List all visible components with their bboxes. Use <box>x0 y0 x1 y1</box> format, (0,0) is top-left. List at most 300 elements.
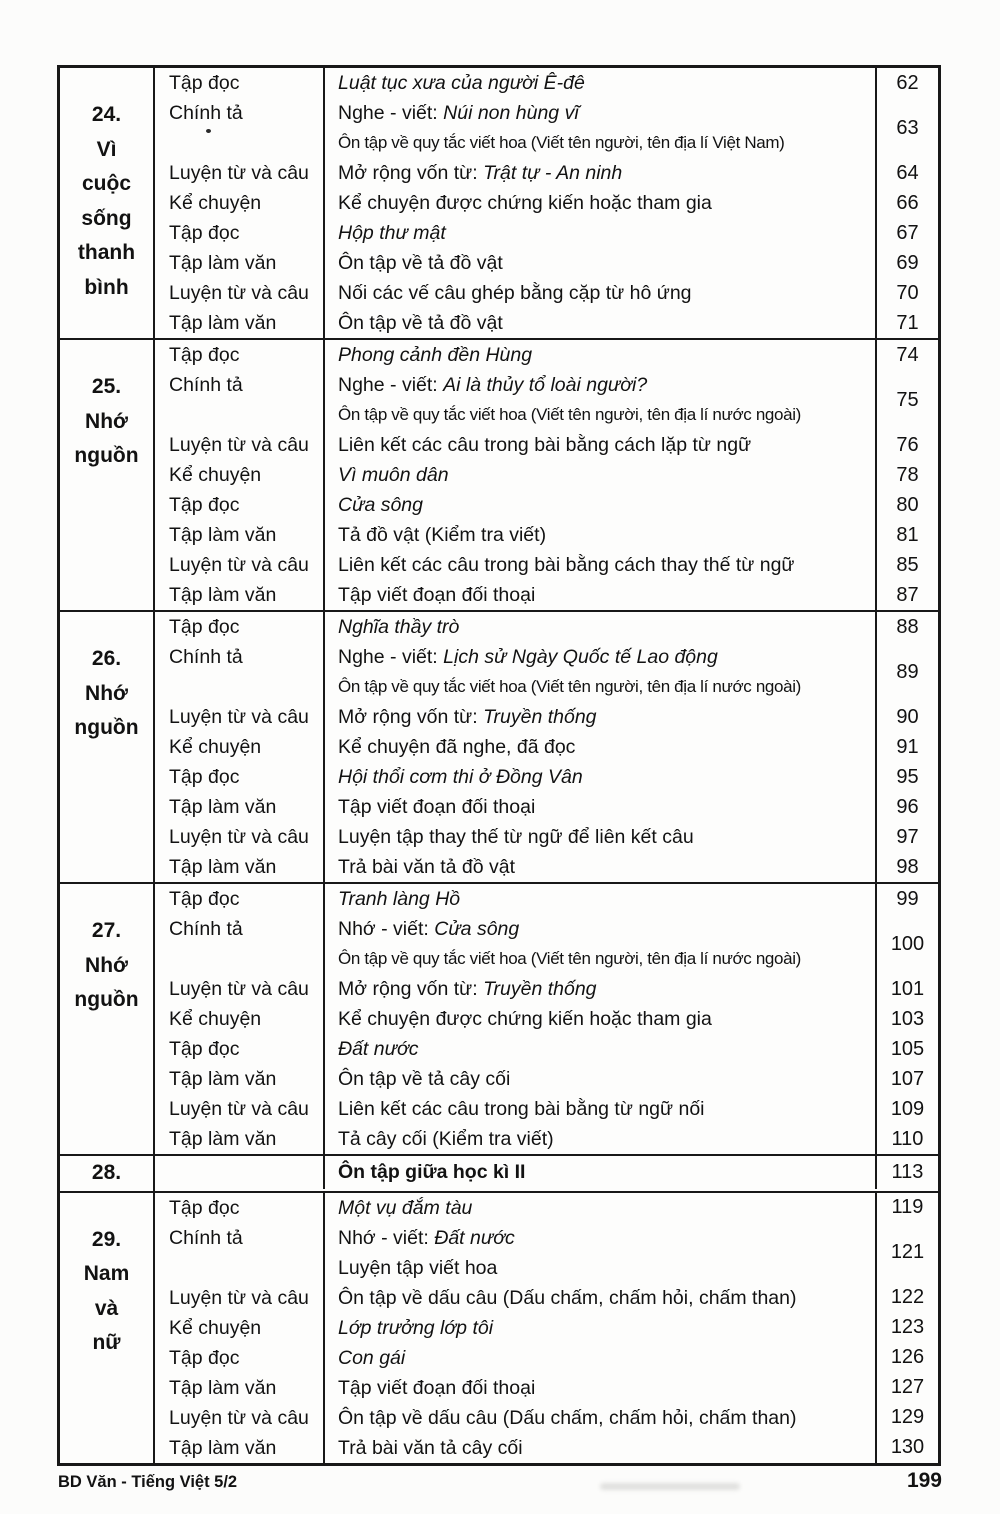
title-line <box>338 884 875 914</box>
lesson-type: Tập làm văn <box>169 524 277 546</box>
lesson-type <box>155 1156 323 1189</box>
week-cell <box>60 68 155 338</box>
lesson-row <box>155 520 938 550</box>
lesson-type: Tập đọc <box>169 494 240 516</box>
lesson-type: Kể chuyện <box>169 464 262 486</box>
theme-line: Nhớ <box>85 681 128 705</box>
lesson-row <box>155 550 938 580</box>
footer <box>58 1469 942 1493</box>
lesson-type: Tập làm văn <box>169 1128 277 1150</box>
lesson-title <box>323 98 875 158</box>
toc-section-week-27 <box>60 884 938 1156</box>
week-number: 24. <box>91 103 122 126</box>
lesson-type: Tập đọc <box>169 766 240 788</box>
toc-section-week-25 <box>60 340 938 612</box>
lesson-row <box>155 218 938 248</box>
page-number: 101 <box>875 974 938 1004</box>
title-line <box>338 822 875 852</box>
page-number: 76 <box>875 430 938 460</box>
title-segment: Trả bài văn tả đồ vật <box>338 856 516 878</box>
lesson-title <box>323 1004 875 1034</box>
title-segment-italic: Luật tục xưa của người Ê-đê <box>338 72 585 94</box>
title-segment-italic: Hội thổi cơm thi ở Đồng Vân <box>338 766 583 788</box>
title-line <box>338 430 875 460</box>
theme-line: Nhớ <box>85 409 128 433</box>
title-segment: Ôn tập về tả đồ vật <box>338 312 503 334</box>
page-number: 122 <box>875 1283 938 1313</box>
page-number: 96 <box>875 792 938 822</box>
lesson-row <box>155 1156 938 1189</box>
title-line <box>338 580 875 610</box>
title-segment: Ôn tập về quy tắc viết hoa (Viết tên người, tên địa lí nước ngoài) <box>338 405 801 424</box>
title-segment: Nối các vế câu ghép bằng cặp từ hô ứng <box>338 282 692 304</box>
lesson-row <box>155 732 938 762</box>
lesson-type: Tập làm văn <box>169 1068 277 1090</box>
page-number: 129 <box>875 1403 938 1433</box>
title-segment: Liên kết các câu trong bài bằng từ ngữ nối <box>338 1098 705 1120</box>
lesson-row <box>155 762 938 792</box>
page-number: 109 <box>875 1094 938 1124</box>
lesson-title <box>323 1124 875 1154</box>
title-segment: Kể chuyện được chứng kiến hoặc tham gia <box>338 1008 712 1030</box>
page-number: 74 <box>875 340 938 370</box>
title-segment: Luyện tập thay thế từ ngữ để liên kết câu <box>338 826 694 848</box>
toc-section-week-28 <box>60 1156 938 1193</box>
lesson-type: Tập làm văn <box>169 584 277 606</box>
title-line <box>338 702 875 732</box>
page-number: 70 <box>875 278 938 308</box>
week-number: 27. <box>91 919 122 942</box>
title-line <box>338 1373 875 1403</box>
lesson-type: Chính tả <box>169 1226 243 1249</box>
title-segment: Nghe - viết: <box>338 102 444 124</box>
lesson-title <box>323 642 875 702</box>
lesson-type: Luyện từ và câu <box>169 978 309 1000</box>
lesson-row <box>155 68 938 98</box>
week-number: 25. <box>91 375 122 398</box>
theme-line: và <box>94 1296 119 1320</box>
lesson-type: Tập làm văn <box>169 1436 277 1459</box>
lesson-row <box>155 974 938 1004</box>
lesson-row <box>155 702 938 732</box>
theme-line: Vì <box>96 137 117 161</box>
lesson-title <box>323 218 875 248</box>
lesson-title <box>323 1313 875 1343</box>
theme-line: cuộc <box>81 172 131 195</box>
lesson-row <box>155 430 938 460</box>
lesson-row <box>155 1373 938 1403</box>
lesson-row <box>155 792 938 822</box>
title-segment: Nghe - viết: <box>338 374 444 396</box>
theme-line: sống <box>81 206 132 230</box>
title-segment: Tập viết đoạn đối thoại <box>338 1376 536 1399</box>
lesson-type: Tập đọc <box>169 616 240 638</box>
toc-section-week-24 <box>60 68 938 340</box>
lesson-row <box>155 1223 938 1283</box>
title-segment: Tập viết đoạn đối thoại <box>338 796 536 818</box>
lesson-title <box>323 1223 875 1283</box>
lesson-title <box>323 550 875 580</box>
lesson-title <box>323 822 875 852</box>
lesson-title <box>323 490 875 520</box>
toc-table <box>57 65 941 1466</box>
title-segment: Tả đồ vật (Kiểm tra viết) <box>338 524 547 546</box>
book-edition-label: BD Văn - Tiếng Việt 5/2 <box>58 1473 238 1491</box>
lesson-type: Tập đọc <box>169 1038 240 1060</box>
lesson-title <box>323 430 875 460</box>
page-number: 99 <box>875 884 938 914</box>
title-line <box>338 520 875 550</box>
title-segment: Liên kết các câu trong bài bằng cách thay thế từ ngữ <box>338 554 795 576</box>
page-number: 89 <box>875 642 938 702</box>
title-line <box>338 1283 875 1313</box>
page-number: 81 <box>875 520 938 550</box>
title-segment: Ôn tập về tả đồ vật <box>338 252 503 274</box>
lesson-row <box>155 1064 938 1094</box>
lesson-row <box>155 1433 938 1463</box>
lesson-type: Luyện từ và câu <box>169 434 309 456</box>
theme-line: Nam <box>83 1262 130 1285</box>
page-number: 88 <box>875 612 938 642</box>
lesson-row <box>155 278 938 308</box>
page-number: 100 <box>875 914 938 974</box>
lesson-row <box>155 248 938 278</box>
title-segment: Mở rộng vốn từ: <box>338 978 484 1000</box>
lesson-title <box>323 308 875 338</box>
week-cell <box>60 1193 155 1463</box>
title-segment: Liên kết các câu trong bài bằng cách lặp từ ngữ <box>338 434 752 456</box>
title-segment-italic: Núi non hùng vĩ <box>443 102 579 124</box>
lesson-row <box>155 308 938 338</box>
title-line <box>338 68 875 98</box>
title-line <box>338 612 875 642</box>
lesson-rows <box>155 612 938 882</box>
title-segment: Mở rộng vốn từ: <box>338 162 484 184</box>
page-number: 91 <box>875 732 938 762</box>
lesson-rows <box>155 340 938 610</box>
lesson-row <box>155 188 938 218</box>
lesson-title <box>323 248 875 278</box>
title-line <box>338 672 875 702</box>
title-segment-italic: Cửa sông <box>434 918 520 940</box>
lesson-title <box>323 1064 875 1094</box>
title-line <box>338 1094 875 1124</box>
lesson-row <box>155 1094 938 1124</box>
page-number: 105 <box>875 1034 938 1064</box>
page-number: 113 <box>875 1156 938 1189</box>
title-line <box>338 1193 875 1223</box>
lesson-type: Luyện từ và câu <box>169 554 309 576</box>
lesson-title <box>323 340 875 370</box>
page-number: 95 <box>875 762 938 792</box>
title-segment: Nhớ - viết: <box>338 1226 435 1249</box>
title-segment: Tập viết đoạn đối thoại <box>338 584 536 606</box>
lesson-type: Tập làm văn <box>169 312 277 334</box>
title-segment-italic: Vì muôn dân <box>338 464 449 486</box>
lesson-row <box>155 642 938 702</box>
lesson-row <box>155 1004 938 1034</box>
page-number: 119 <box>875 1193 938 1223</box>
title-segment-italic: Phong cảnh đền Hùng <box>338 344 533 366</box>
page-number: 127 <box>875 1373 938 1403</box>
lesson-title <box>323 612 875 642</box>
title-segment: Kể chuyện được chứng kiến hoặc tham gia <box>338 192 712 214</box>
theme-line: nguồn <box>74 988 139 1011</box>
lesson-type: Luyện từ và câu <box>169 706 309 728</box>
lesson-type: Luyện từ và câu <box>169 1406 309 1429</box>
title-line <box>338 340 875 370</box>
lesson-title <box>323 520 875 550</box>
title-segment-italic: Ai là thủy tổ loài người? <box>443 374 648 396</box>
page-number: 63 <box>875 98 938 158</box>
lesson-type: Tập đọc <box>169 888 240 910</box>
title-line <box>338 158 875 188</box>
lesson-type: Tập đọc <box>169 344 240 366</box>
lesson-rows <box>155 884 938 1154</box>
page-number: 121 <box>875 1223 938 1283</box>
lesson-row <box>155 1403 938 1433</box>
title-line <box>338 852 875 882</box>
lesson-title <box>323 974 875 1004</box>
lesson-title <box>323 1034 875 1064</box>
title-line <box>338 1034 875 1064</box>
page-number: 85 <box>875 550 938 580</box>
lesson-type: Tập làm văn <box>169 252 277 274</box>
lesson-type: Tập làm văn <box>169 796 277 818</box>
lesson-row <box>155 1034 938 1064</box>
lesson-row <box>155 914 938 974</box>
lesson-row <box>155 852 938 882</box>
lesson-type: Kể chuyện <box>169 1316 262 1339</box>
page-number: 80 <box>875 490 938 520</box>
lesson-title <box>323 68 875 98</box>
title-segment-italic: Đất nước <box>434 1226 515 1249</box>
lesson-type: Luyện từ và câu <box>169 826 309 848</box>
lesson-title <box>323 1343 875 1373</box>
title-segment: Ôn tập về quy tắc viết hoa (Viết tên người, tên địa lí nước ngoài) <box>338 677 801 696</box>
lesson-type: Tập đọc <box>169 1346 240 1369</box>
lesson-type: Tập đọc <box>169 72 240 94</box>
toc-section-week-26 <box>60 612 938 884</box>
lesson-row <box>155 1124 938 1154</box>
page-number: 87 <box>875 580 938 610</box>
title-line <box>338 188 875 218</box>
week-cell <box>60 884 155 1154</box>
page-number: 98 <box>875 852 938 882</box>
lesson-rows <box>155 68 938 338</box>
title-line <box>338 1343 875 1373</box>
title-line <box>338 1253 875 1283</box>
title-segment-italic: Lớp trưởng lớp tôi <box>338 1316 494 1339</box>
title-line <box>338 792 875 822</box>
lesson-type: Kể chuyện <box>169 736 262 758</box>
lesson-type: Tập làm văn <box>169 856 277 878</box>
lesson-title <box>323 1433 875 1463</box>
lesson-row <box>155 370 938 430</box>
lesson-rows <box>155 1193 938 1463</box>
lesson-title <box>323 1156 875 1189</box>
week-cell <box>60 340 155 610</box>
lesson-row <box>155 98 938 158</box>
toc-section-week-29 <box>60 1193 938 1463</box>
week-cell <box>60 1156 155 1191</box>
lesson-title <box>323 188 875 218</box>
title-segment: Ôn tập về quy tắc viết hoa (Viết tên người, tên địa lí Việt Nam) <box>338 133 785 152</box>
title-segment-italic: Trật tự - An ninh <box>483 162 623 184</box>
title-line <box>338 762 875 792</box>
title-line <box>338 550 875 580</box>
title-line <box>338 1004 875 1034</box>
title-segment: Ôn tập về quy tắc viết hoa (Viết tên người, tên địa lí nước ngoài) <box>338 949 801 968</box>
lesson-type: Luyện từ và câu <box>169 1098 309 1120</box>
title-line <box>338 370 875 400</box>
title-segment: Kể chuyện đã nghe, đã đọc <box>338 736 576 758</box>
page-number: 75 <box>875 370 938 430</box>
lesson-type: Kể chuyện <box>169 1008 262 1030</box>
lesson-title <box>323 884 875 914</box>
title-segment-italic: Hộp thư mật <box>338 222 446 244</box>
page-number: 103 <box>875 1004 938 1034</box>
title-segment: Ôn tập về tả cây cối <box>338 1068 511 1090</box>
page-number: 123 <box>875 1313 938 1343</box>
lesson-title <box>323 1373 875 1403</box>
page-number: 78 <box>875 460 938 490</box>
page-number: 130 <box>875 1433 938 1463</box>
title-segment-italic: Truyền thống <box>483 978 597 1000</box>
lesson-title <box>323 1403 875 1433</box>
lesson-row <box>155 1313 938 1343</box>
page-number: 126 <box>875 1343 938 1373</box>
title-line <box>338 1433 875 1463</box>
lesson-title <box>323 158 875 188</box>
title-line <box>338 944 875 974</box>
lesson-title <box>323 460 875 490</box>
title-line <box>338 128 875 158</box>
lesson-rows <box>155 1156 938 1191</box>
lesson-title <box>323 1283 875 1313</box>
title-line <box>338 1124 875 1154</box>
lesson-type: Tập đọc <box>169 222 240 244</box>
title-line <box>338 218 875 248</box>
lesson-type: Tập đọc <box>169 1196 240 1219</box>
lesson-row <box>155 460 938 490</box>
title-line <box>338 1403 875 1433</box>
title-line <box>338 1064 875 1094</box>
page-number: 97 <box>875 822 938 852</box>
theme-line: nữ <box>92 1331 121 1354</box>
page-number: 69 <box>875 248 938 278</box>
lesson-row <box>155 158 938 188</box>
lesson-title <box>323 852 875 882</box>
title-line <box>338 278 875 308</box>
title-line <box>338 490 875 520</box>
title-segment: Ôn tập giữa học kì II <box>338 1161 526 1183</box>
title-segment: Nghe - viết: <box>338 646 444 668</box>
title-segment: Mở rộng vốn từ: <box>338 706 484 728</box>
lesson-row <box>155 884 938 914</box>
week-number: 29. <box>91 1227 122 1251</box>
title-line <box>338 98 875 128</box>
title-segment: Nhớ - viết: <box>338 918 435 940</box>
title-line <box>338 642 875 672</box>
title-segment-italic: Một vụ đắm tàu <box>338 1196 473 1219</box>
lesson-title <box>323 792 875 822</box>
title-line <box>338 1223 875 1253</box>
lesson-row <box>155 490 938 520</box>
lesson-title <box>323 1193 875 1223</box>
lesson-title <box>323 278 875 308</box>
title-segment-italic: Đất nước <box>338 1038 419 1060</box>
theme-line: nguồn <box>74 444 139 467</box>
lesson-title <box>323 762 875 792</box>
lesson-type: Chính tả <box>169 102 243 124</box>
title-segment-italic: Lịch sử Ngày Quốc tế Lao động <box>443 646 718 668</box>
title-line <box>338 1313 875 1343</box>
title-line <box>338 248 875 278</box>
lesson-type: Luyện từ và câu <box>169 282 309 304</box>
lesson-row <box>155 1283 938 1313</box>
lesson-title <box>323 1094 875 1124</box>
title-segment-italic: Cửa sông <box>338 494 423 516</box>
theme-line: Nhớ <box>85 953 128 977</box>
week-cell <box>60 612 155 882</box>
page-number-footer: 199 <box>906 1469 942 1492</box>
title-line <box>338 1156 875 1189</box>
title-line <box>338 914 875 944</box>
page-number: 62 <box>875 68 938 98</box>
title-segment: Ôn tập về dấu câu (Dấu chấm, chấm hỏi, chấm than) <box>338 1286 797 1309</box>
title-segment: Tả cây cối (Kiểm tra viết) <box>338 1128 554 1150</box>
title-segment-italic: Tranh làng Hồ <box>338 888 461 910</box>
theme-line: thanh <box>77 241 136 264</box>
title-segment-italic: Con gái <box>338 1346 406 1369</box>
title-line <box>338 308 875 338</box>
title-line <box>338 732 875 762</box>
scan-speck <box>206 129 211 133</box>
lesson-row <box>155 340 938 370</box>
title-segment: Trả bài văn tả cây cối <box>338 1436 523 1459</box>
title-segment: Ôn tập về dấu câu (Dấu chấm, chấm hỏi, chấm than) <box>338 1406 797 1429</box>
lesson-type: Kể chuyện <box>169 192 262 214</box>
lesson-type: Chính tả <box>169 918 243 940</box>
lesson-row <box>155 612 938 642</box>
theme-line: nguồn <box>74 716 139 739</box>
theme-line: bình <box>84 275 129 299</box>
title-segment-italic: Truyền thống <box>483 706 597 728</box>
lesson-type: Luyện từ và câu <box>169 1286 309 1309</box>
lesson-type: Luyện từ và câu <box>169 162 309 184</box>
lesson-type: Tập làm văn <box>169 1376 277 1399</box>
title-line <box>338 974 875 1004</box>
page-number: 110 <box>875 1124 938 1154</box>
page-number: 107 <box>875 1064 938 1094</box>
title-line <box>338 400 875 430</box>
lesson-title <box>323 914 875 974</box>
lesson-row <box>155 1193 938 1223</box>
title-segment: Luyện tập viết hoa <box>338 1256 498 1279</box>
page-number: 71 <box>875 308 938 338</box>
lesson-row <box>155 822 938 852</box>
lesson-title <box>323 580 875 610</box>
lesson-type: Chính tả <box>169 374 243 396</box>
lesson-title <box>323 732 875 762</box>
title-segment-italic: Nghĩa thầy trò <box>338 616 460 638</box>
lesson-type: Chính tả <box>169 646 243 668</box>
page-number: 90 <box>875 702 938 732</box>
lesson-row <box>155 1343 938 1373</box>
page-number: 64 <box>875 158 938 188</box>
week-number: 28. <box>91 1161 122 1184</box>
